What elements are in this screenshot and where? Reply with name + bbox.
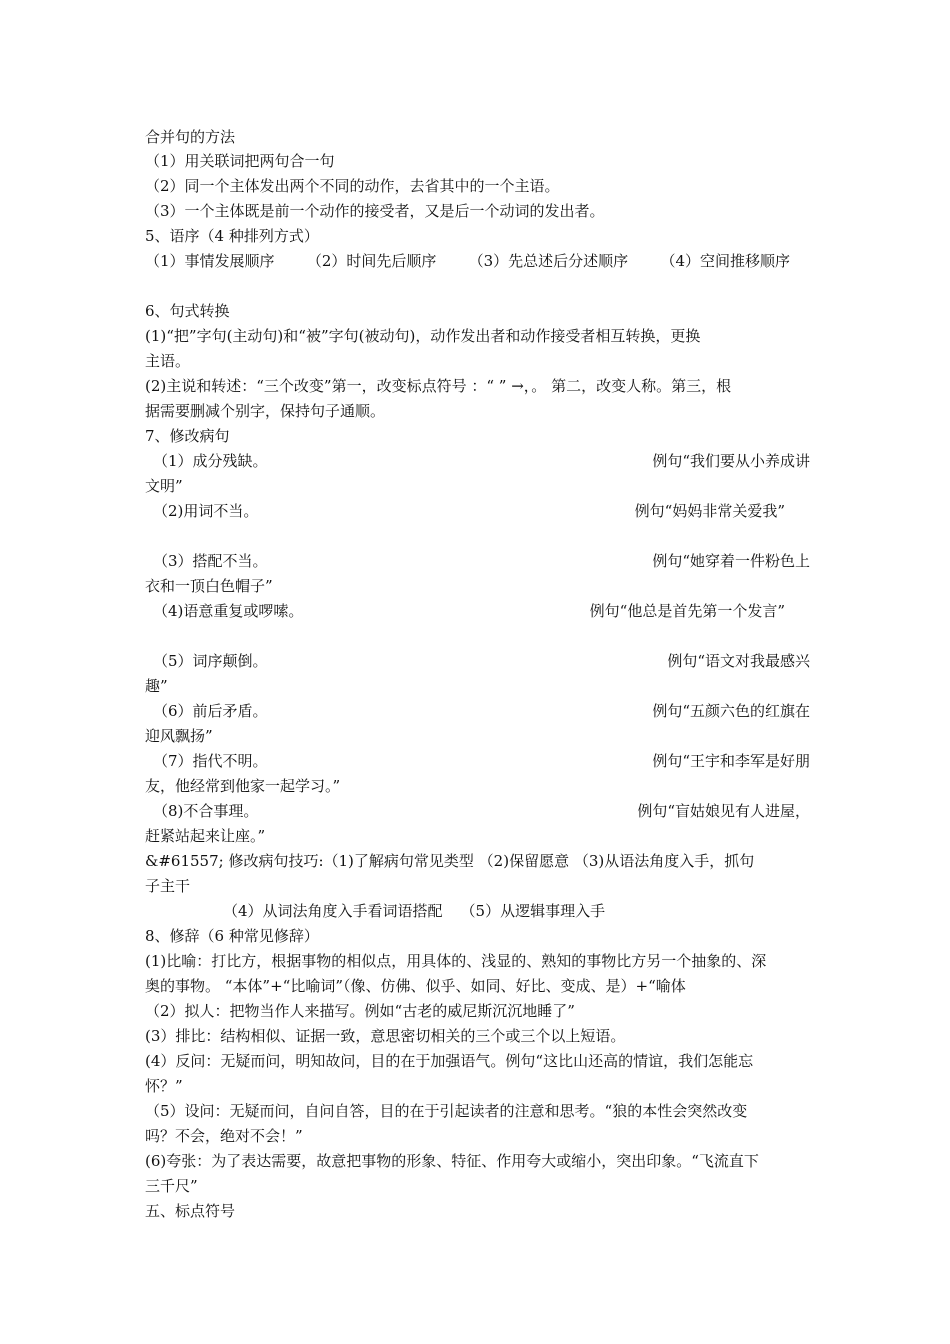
order-item-4: （4）空间推移顺序 <box>660 252 790 270</box>
revise-item-example: 例句“他总是首先第一个发言” <box>589 602 785 620</box>
revise-item-label: （5）词序颠倒。 <box>153 652 268 670</box>
transform-p2-line2: 据需要删减个别字，保持句子通顺。 <box>145 402 386 420</box>
transform-p1-line1: (1)“把”字句(主动句)和“被”字句(被动句)，动作发出者和动作接受者相互转换，更换 <box>145 327 701 345</box>
revise-item-5 <box>145 651 810 671</box>
revise-item-example: 例句“她穿着一件粉色上 <box>652 552 810 570</box>
revise-item-example: 例句“语文对我最感兴 <box>667 652 810 670</box>
transform-p1-line2: 主语。 <box>145 352 191 370</box>
revise-tip-5: （5）从逻辑事理入手 <box>460 902 606 920</box>
transform-heading: 6、句式转换 <box>145 302 230 320</box>
punct-heading: 五、标点符号 <box>145 1202 236 1220</box>
rhetoric-line: 奥的事物。 “本体”+“比喻词”（像、仿佛、似乎、如同、好比、变成、是）+“喻体 <box>145 977 686 995</box>
order-heading: 5、语序（4 种排列方式） <box>145 227 319 245</box>
revise-item-2 <box>145 501 785 521</box>
revise-tips-line2: 子主干 <box>145 877 191 895</box>
revise-item-4 <box>145 601 785 621</box>
revise-item-3-cont: 衣和一顶白色帽子” <box>145 577 273 595</box>
revise-item-label: （6）前后矛盾。 <box>153 702 268 720</box>
revise-item-example: 例句“王宇和李军是好朋 <box>652 752 810 770</box>
rhetoric-line: （2）拟人：把物当作人来描写。例如“古老的威尼斯沉沉地睡了” <box>145 1002 575 1020</box>
rhetoric-line: (6)夸张：为了表达需要，故意把事物的形象、特征、作用夸大或缩小，突出印象。“飞流直下 <box>145 1152 759 1170</box>
revise-item-label: （2)用词不当。 <box>153 502 259 520</box>
order-item-2: （2）时间先后顺序 <box>306 252 437 270</box>
revise-item-example: 例句“五颜六色的红旗在 <box>652 702 810 720</box>
revise-item-example: 例句“我们要从小养成讲 <box>652 452 810 470</box>
revise-tip-4: （4）从词法角度入手看词语搭配 <box>223 902 443 920</box>
revise-item-label: （8)不合事理。 <box>153 802 259 820</box>
rhetoric-line: (1)比喻：打比方，根据事物的相似点，用具体的、浅显的、熟知的事物比方另一个抽象的、深 <box>145 952 767 970</box>
revise-item-8-cont: 赶紧站起来让座。” <box>145 827 266 845</box>
revise-item-7 <box>145 751 810 771</box>
revise-item-label: （4)语意重复或啰嗦。 <box>153 602 304 620</box>
revise-item-example: 例句“妈妈非常关爱我” <box>634 502 785 520</box>
rhetoric-line: (4）反问：无疑而问，明知故问，目的在于加强语气。例句“这比山还高的情谊，我们怎能忘 <box>145 1052 754 1070</box>
revise-item-5-cont: 趣” <box>145 677 168 695</box>
revise-item-label: （7）指代不明。 <box>153 752 268 770</box>
revise-tips-line1: &#61557; 修改病句技巧:（1)了解病句常见类型 （2)保留愿意 （3)从语法角度入手，抓句 <box>145 852 755 870</box>
revise-item-7-cont: 友，他经常到他家一起学习。” <box>145 777 341 795</box>
revise-item-8 <box>145 801 810 821</box>
revise-tips-line3 <box>145 901 810 921</box>
rhetoric-line: (3）排比：结构相似、证据一致，意思密切相关的三个或三个以上短语。 <box>145 1027 626 1045</box>
revise-item-3 <box>145 551 810 571</box>
order-item-3: （3）先总述后分述顺序 <box>468 252 629 270</box>
rhetoric-heading: 8、修辞（6 种常见修辞） <box>145 927 319 945</box>
revise-heading: 7、修改病句 <box>145 427 230 445</box>
rhetoric-line: 三千尺” <box>145 1177 198 1195</box>
revise-item-1 <box>145 451 810 471</box>
combine-heading: 合并句的方法 <box>145 128 236 146</box>
transform-p2-line1: (2)主说和转述：“三个改变”第一，改变标点符号 ：“ ” →，。 第二，改变人称。第三，根 <box>145 377 732 395</box>
revise-item-example: 例句“盲姑娘见有人进屋， <box>637 802 810 820</box>
revise-item-label: （1）成分残缺。 <box>153 452 268 470</box>
rhetoric-line: 怀？” <box>145 1077 183 1095</box>
revise-item-label: （3）搭配不当。 <box>153 552 268 570</box>
revise-item-1-cont: 文明” <box>145 477 183 495</box>
combine-item-3: （3）一个主体既是前一个动作的接受者，又是后一个动词的发出者。 <box>145 202 605 220</box>
order-list <box>145 251 790 271</box>
combine-item-2: （2）同一个主体发出两个不同的动作，去省其中的一个主语。 <box>145 177 560 195</box>
revise-item-6 <box>145 701 810 721</box>
order-item-1: （1）事情发展顺序 <box>145 252 275 270</box>
rhetoric-line: 吗？不会，绝对不会！” <box>145 1127 303 1145</box>
combine-item-1: （1）用关联词把两句合一句 <box>145 152 335 170</box>
revise-item-6-cont: 迎风飘扬” <box>145 727 213 745</box>
rhetoric-line: （5）设问：无疑而问，自问自答，目的在于引起读者的注意和思考。“狼的本性会突然改变 <box>145 1102 748 1120</box>
